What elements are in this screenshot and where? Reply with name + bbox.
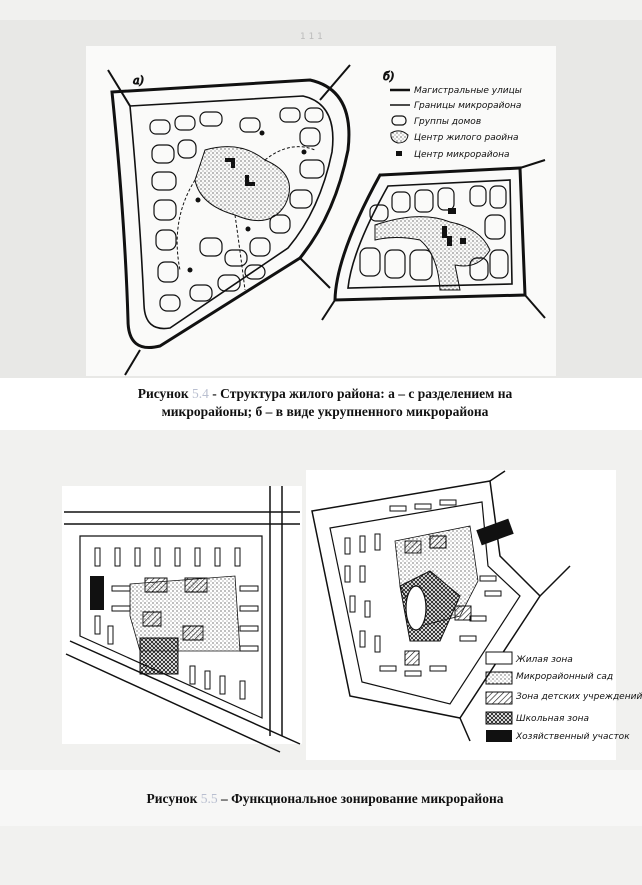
caption-number: 5.5 — [200, 791, 218, 806]
caption-text-line2: микрорайоны; б – в виде укрупненного микрорайона — [161, 404, 489, 419]
legend-top — [390, 86, 522, 160]
legend-item-children — [486, 692, 642, 704]
legend-item-house-groups — [392, 116, 481, 127]
plan-c-utility — [90, 576, 104, 610]
plan-a — [108, 65, 350, 375]
plan-b-label: б) — [383, 70, 395, 83]
legend-label: Зона детских учреждений — [516, 692, 642, 702]
page-mark: 1 1 1 — [300, 32, 323, 42]
caption-text: – Функциональное зонирование микрорайона — [217, 791, 504, 806]
plan-d-children-4 — [405, 651, 419, 665]
plan-a-green-core — [195, 147, 290, 221]
plan-d-children-3 — [455, 606, 471, 620]
plan-c-children-2 — [185, 578, 207, 592]
plan-d-children-2 — [430, 536, 446, 548]
caption-number: 5.4 — [192, 386, 209, 401]
legend-label: Группы домов — [414, 117, 482, 127]
legend-label: Жилая зона — [516, 655, 573, 665]
plan-c-school — [140, 638, 178, 674]
legend-label: Школьная зона — [516, 714, 589, 724]
figure-caption-bottom — [60, 790, 590, 808]
legend-label: Микрорайонный сад — [516, 672, 614, 682]
legend-label: Центр жилого раойна — [414, 133, 519, 143]
legend-item-boundaries — [390, 101, 521, 111]
legend-label: Хозяйственный участок — [516, 732, 630, 742]
plan-d-stadium — [406, 586, 426, 630]
caption-text: - Структура жилого района: а – с разделением на — [208, 386, 513, 401]
figure-top-drawing — [0, 0, 642, 440]
legend-item-school — [486, 712, 589, 724]
caption-prefix: Рисунок — [146, 791, 201, 806]
legend-label: Границы микрорайона — [414, 101, 522, 111]
legend-bottom — [486, 652, 642, 742]
plan-c — [64, 486, 300, 752]
legend-item-district-center — [391, 131, 519, 143]
legend-item-micro-center — [396, 150, 510, 160]
plan-d-children-1 — [405, 541, 421, 553]
figure-caption-top — [60, 385, 590, 421]
plan-c-children-1 — [145, 578, 167, 592]
plan-a-label: а) — [133, 74, 144, 87]
plan-c-children-3 — [143, 612, 161, 626]
legend-item-arterial — [390, 86, 522, 96]
caption-prefix: Рисунок — [137, 386, 192, 401]
legend-item-utility — [486, 730, 630, 742]
legend-item-residential — [486, 652, 573, 665]
legend-item-garden — [486, 672, 613, 684]
legend-label: Центр микрорайона — [414, 150, 510, 160]
legend-label: Магистральные улицы — [414, 86, 522, 96]
plan-c-children-4 — [183, 626, 203, 640]
figure-bottom-drawing — [0, 466, 642, 766]
